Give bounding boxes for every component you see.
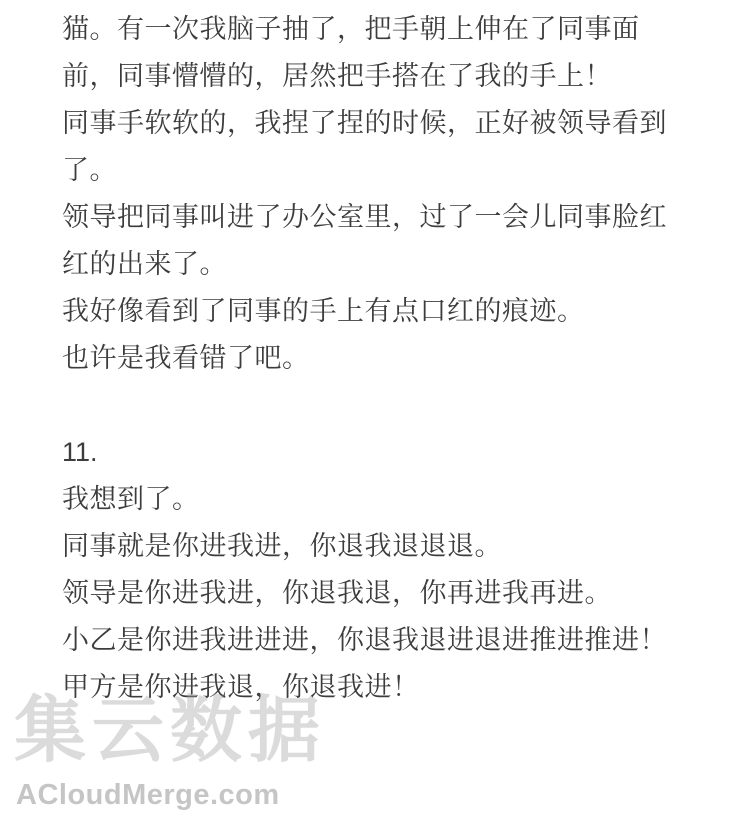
watermark-chinese-text: 集云数据 xyxy=(14,691,327,771)
paragraph: 小乙是你进我进进进，你退我退进退进推进推进！ xyxy=(62,625,667,655)
paragraph: 领导是你进我进，你退我退，你再进我再进。 xyxy=(62,578,612,608)
paragraph: 同事就是你进我进，你退我退退退。 xyxy=(62,531,502,561)
paragraph: 猫。有一次我脑子抽了，把手朝上伸在了同事面前，同事懵懵的，居然把手搭在了我的手上！ xyxy=(62,14,640,91)
paragraph: 甲方是你进我退，你退我进！ xyxy=(62,672,420,702)
paragraph-spacer xyxy=(62,382,688,429)
document-body xyxy=(62,6,688,711)
paragraph: 同事手软软的，我捏了捏的时候，正好被领导看到了。 xyxy=(62,108,667,185)
paragraph: 也许是我看错了吧。 xyxy=(62,343,310,373)
paragraph: 我想到了。 xyxy=(62,484,200,514)
watermark-english-text: ACloudMerge.com xyxy=(16,779,280,811)
paragraph: 领导把同事叫进了办公室里，过了一会儿同事脸红红的出来了。 xyxy=(62,202,667,279)
section-number: 11. xyxy=(62,437,98,467)
paragraph: 我好像看到了同事的手上有点口红的痕迹。 xyxy=(62,296,585,326)
